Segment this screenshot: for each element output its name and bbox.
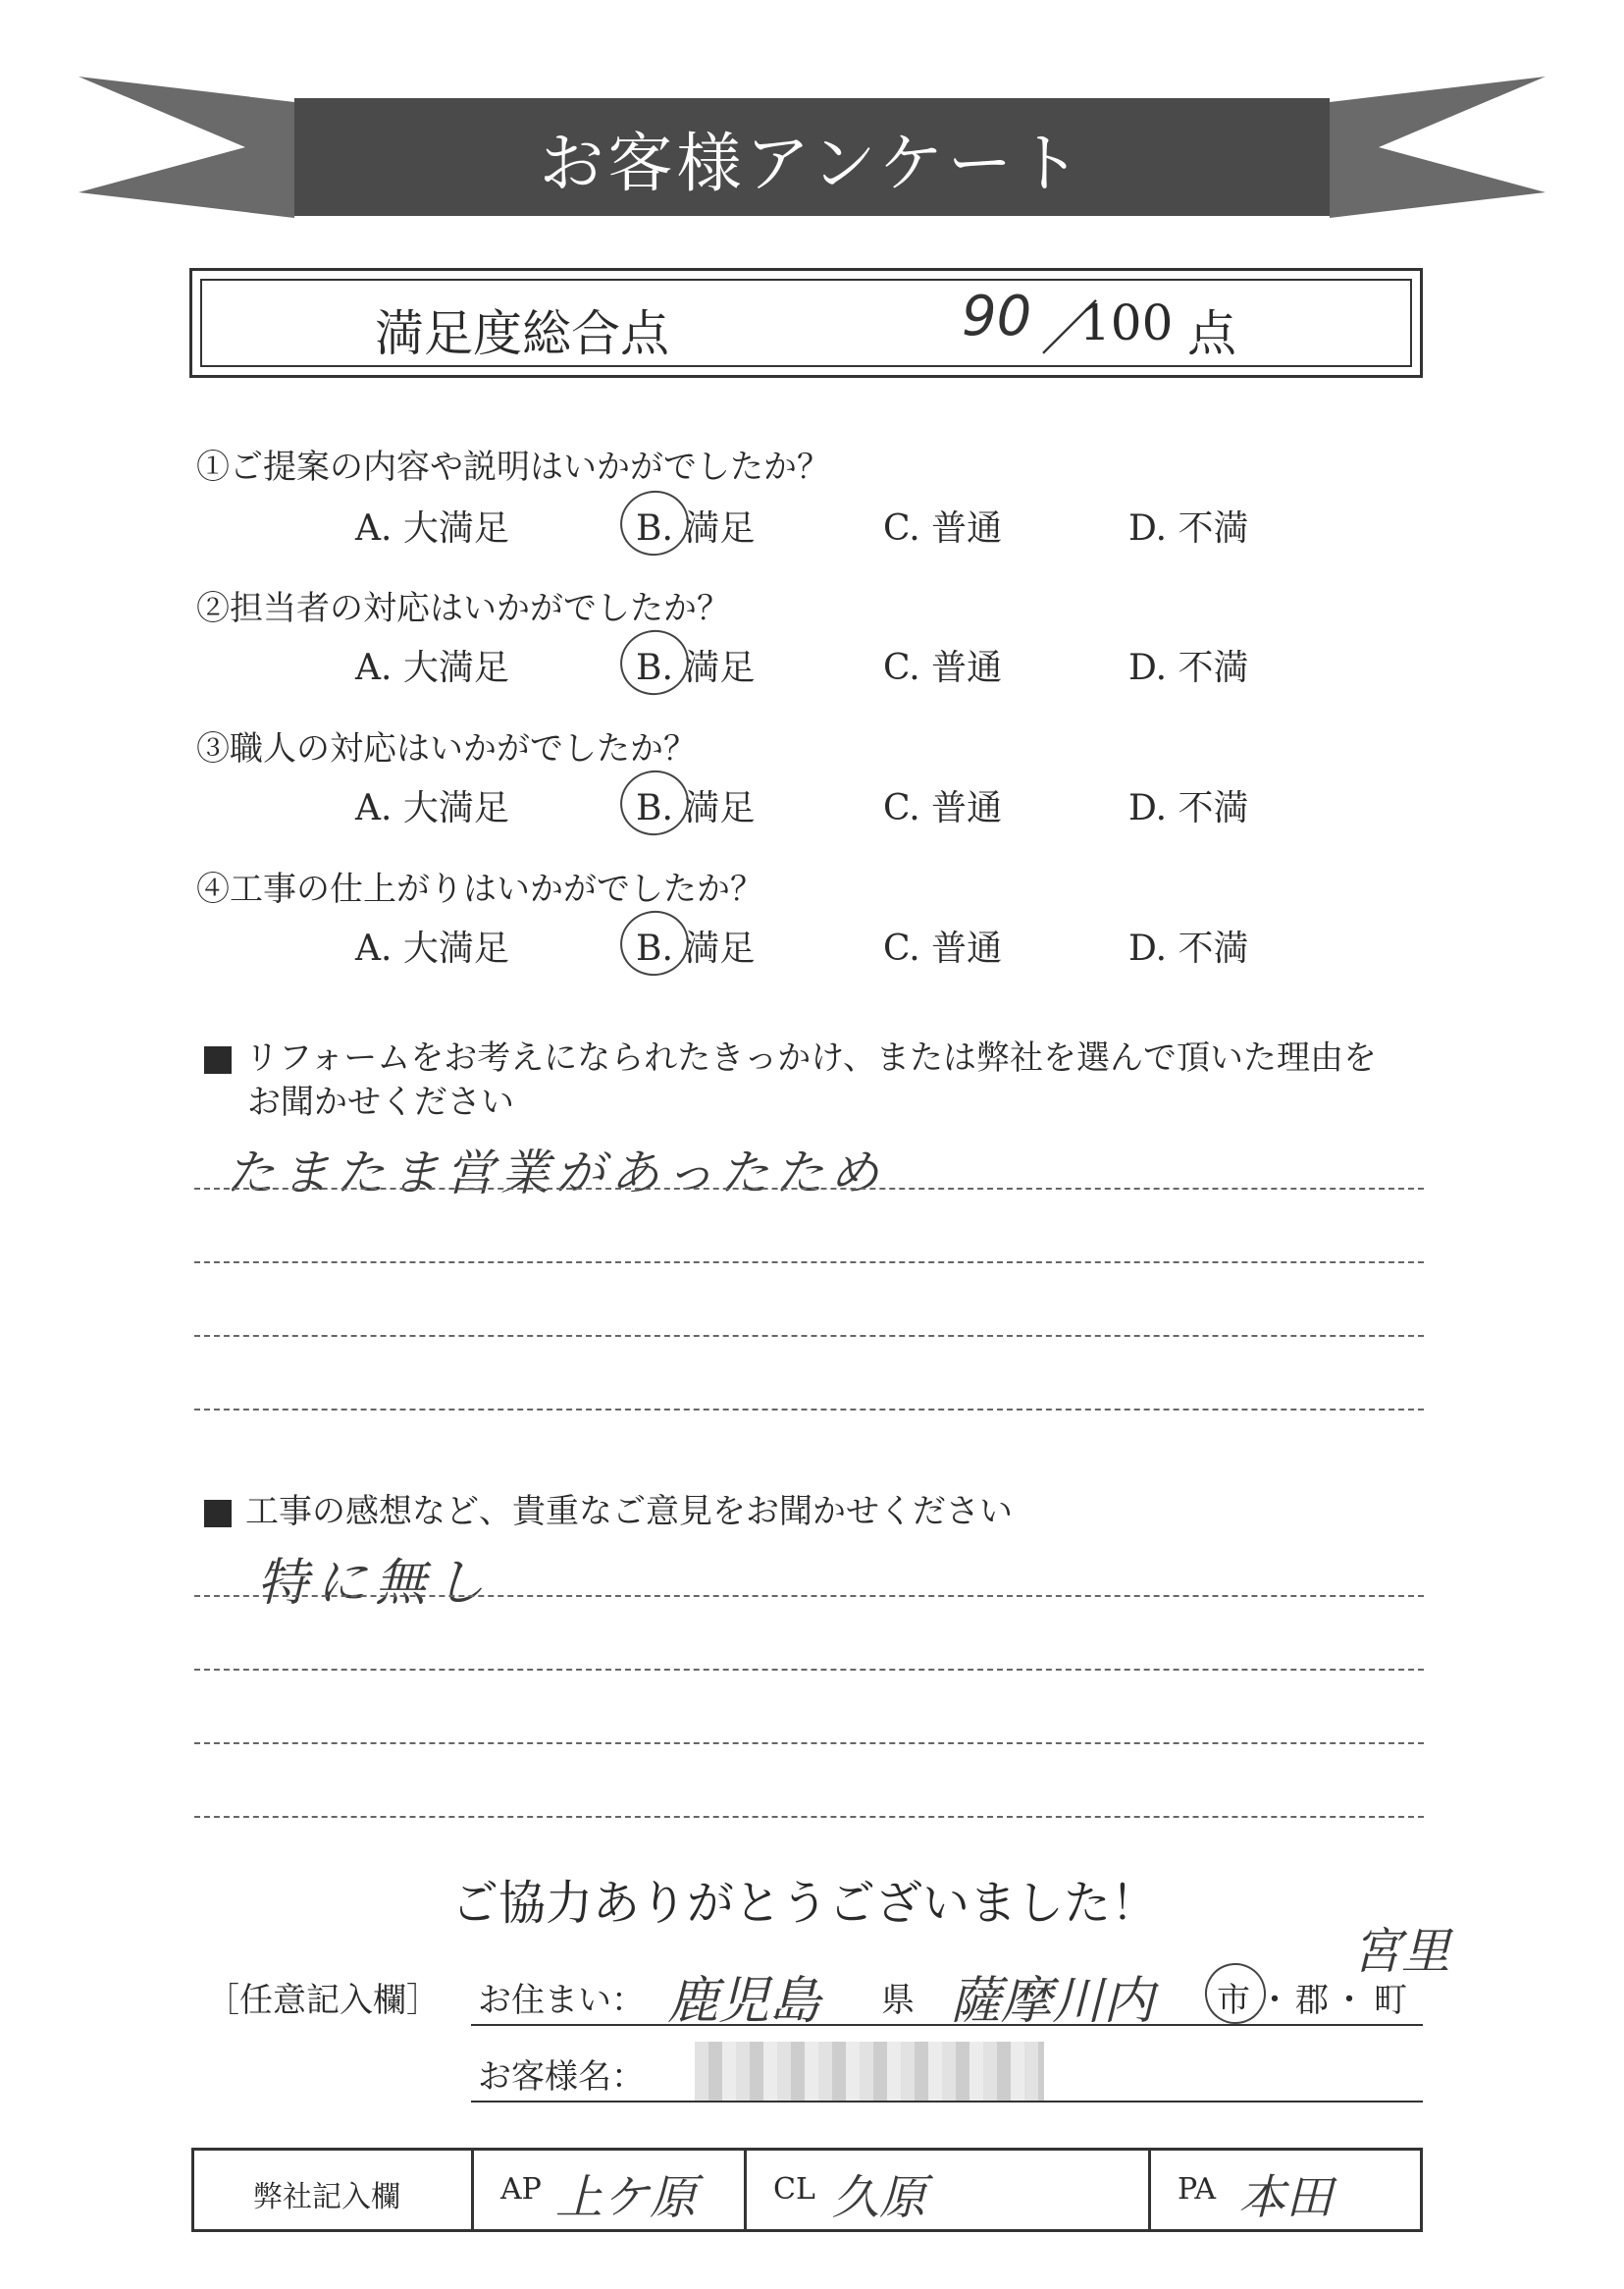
answer-line xyxy=(194,1335,1424,1337)
answer-line xyxy=(194,1261,1424,1263)
optional-label: ［任意記入欄］ xyxy=(206,1981,440,2020)
q3-option-a[interactable]: A. 大満足 xyxy=(355,788,509,828)
ap-label: AP xyxy=(500,2172,542,2207)
q1-option-d[interactable]: D. 不満 xyxy=(1128,508,1249,549)
address-label: お住まい： xyxy=(478,1981,645,2020)
customer-name-label: お客様名： xyxy=(478,2057,645,2097)
bullet-square-icon xyxy=(204,1046,232,1074)
name-line xyxy=(471,2101,1423,2103)
page-title: お客様アンケート xyxy=(539,125,1085,201)
ap-value[interactable]: 上ケ原 xyxy=(555,2170,698,2225)
separator-dot: ・ xyxy=(1258,1981,1291,2020)
prefecture-value[interactable]: 鹿児島 xyxy=(667,1972,821,2031)
score-max: 100 xyxy=(1079,294,1174,351)
q2-option-c[interactable]: C. 普通 xyxy=(883,648,1003,688)
q4-option-c[interactable]: C. 普通 xyxy=(883,929,1003,969)
banner-right-tail xyxy=(1330,77,1545,218)
q1-option-c[interactable]: C. 普通 xyxy=(883,508,1003,549)
table-divider xyxy=(471,2151,474,2229)
section1-title: リフォームをお考えになられたきっかけ、または弊社を選んで頂いた理由を xyxy=(204,1031,1377,1079)
thanks-message: ご協力ありがとうございました！ xyxy=(451,1876,1159,1931)
q4-option-b[interactable]: B. 満足 xyxy=(636,929,756,969)
q2-option-d[interactable]: D. 不満 xyxy=(1128,648,1249,688)
town-value[interactable]: 宮里 xyxy=(1352,1923,1450,1980)
score-slash: ／ xyxy=(1040,295,1099,364)
prefecture-suffix: 県 xyxy=(881,1981,915,2020)
q4-option-d[interactable]: D. 不満 xyxy=(1128,929,1249,969)
q2-option-b[interactable]: B. 満足 xyxy=(636,648,756,688)
address-line xyxy=(471,2024,1423,2026)
answer-line xyxy=(194,1669,1424,1671)
score-unit: 点 xyxy=(1187,305,1236,362)
section2-title: 工事の感想など、貴重なご意見をお聞かせください xyxy=(204,1484,1013,1532)
q4-option-a[interactable]: A. 大満足 xyxy=(355,929,509,969)
section1-answer[interactable]: たまたま営業があったため xyxy=(226,1144,885,1201)
q1-option-b[interactable]: B. 満足 xyxy=(636,508,756,549)
answer-line xyxy=(194,1595,1424,1597)
town-suffix: 町 xyxy=(1374,1981,1407,2020)
q3-option-d[interactable]: D. 不満 xyxy=(1128,788,1249,828)
question-4: ④工事の仕上がりはいかがでしたか？ xyxy=(196,870,763,909)
pa-value[interactable]: 本田 xyxy=(1238,2170,1334,2225)
q1-option-a[interactable]: A. 大満足 xyxy=(355,508,509,549)
table-divider xyxy=(1148,2151,1151,2229)
question-2: ②担当者の対応はいかがでしたか？ xyxy=(196,589,730,628)
answer-line xyxy=(194,1409,1424,1411)
pa-label: PA xyxy=(1178,2172,1217,2207)
answer-line xyxy=(194,1742,1424,1744)
section2-answer[interactable]: 特に無し xyxy=(257,1554,494,1613)
cl-label: CL xyxy=(773,2172,815,2207)
q3-option-c[interactable]: C. 普通 xyxy=(883,788,1003,828)
question-1: ①ご提案の内容や説明はいかがでしたか？ xyxy=(196,448,830,487)
customer-name-redacted xyxy=(695,2042,1044,2101)
cl-value[interactable]: 久原 xyxy=(832,2170,927,2225)
score-value: 90 xyxy=(962,285,1032,348)
gun-label: 郡 xyxy=(1295,1981,1329,2020)
banner-left-tail xyxy=(79,77,294,218)
score-label: 満足度総合点 xyxy=(375,305,669,362)
city-suffix: 市 xyxy=(1217,1981,1250,2020)
table-divider xyxy=(744,2151,747,2229)
question-3: ③職人の対応はいかがでしたか？ xyxy=(196,729,697,769)
city-value[interactable]: 薩摩川内 xyxy=(950,1972,1155,2031)
office-label: 弊社記入欄 xyxy=(253,2180,400,2214)
answer-line xyxy=(194,1188,1424,1190)
bullet-square-icon xyxy=(204,1500,232,1527)
separator-dot: ・ xyxy=(1333,1981,1366,2020)
q2-option-a[interactable]: A. 大満足 xyxy=(355,648,509,688)
q3-option-b[interactable]: B. 満足 xyxy=(636,788,756,828)
section1-title-line2: お聞かせください xyxy=(247,1083,514,1122)
answer-line xyxy=(194,1816,1424,1818)
